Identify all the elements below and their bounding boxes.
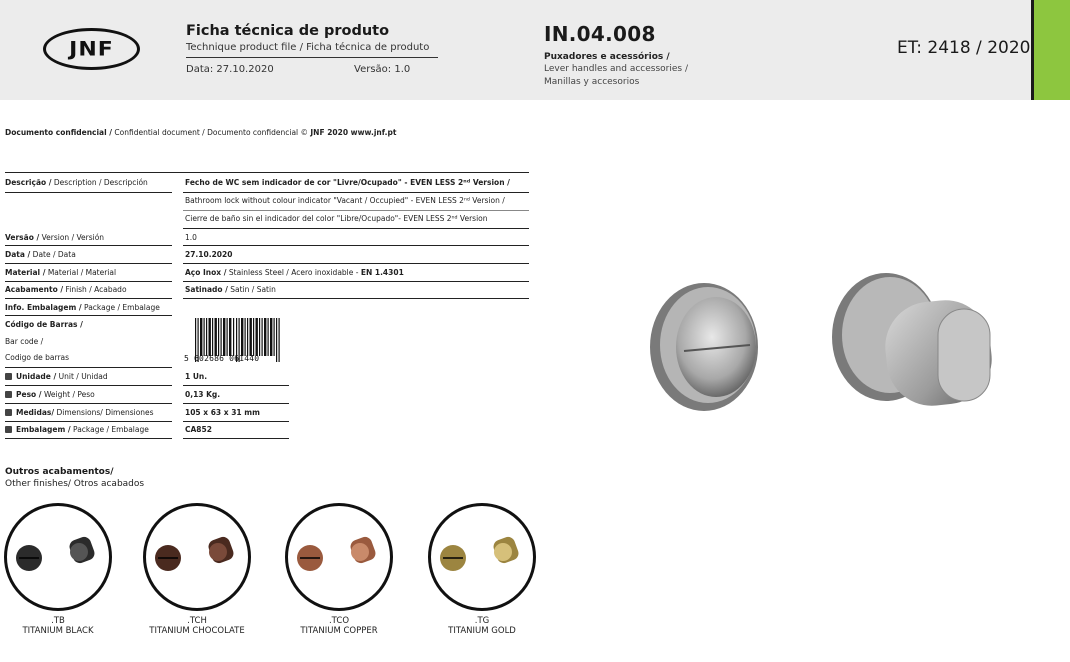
value-acabamento: Satinado / Satin / Satin xyxy=(185,285,276,294)
category-es: Manillas y accesorios xyxy=(544,77,640,87)
finish-swatch xyxy=(428,503,536,611)
confidential-brand: JNF 2020 www.jnf.pt xyxy=(310,128,397,137)
row-unidade xyxy=(5,368,530,385)
row-versao xyxy=(5,229,530,246)
label-peso: Peso / Weight / Peso xyxy=(5,390,181,399)
value-embalagem: CA852 xyxy=(185,425,212,434)
finish-caption: .TCO TITANIUM COPPER xyxy=(300,616,378,636)
jnf-logo xyxy=(43,28,140,70)
label-data: Data / Date / Data xyxy=(5,250,76,259)
finish-caption: .TB TITANIUM BLACK xyxy=(22,616,94,636)
sheet-title: Ficha técnica de produto xyxy=(186,23,390,39)
confidential-rest: Confidential document / Documento confidencial © xyxy=(112,128,311,137)
label-descricao: Descrição / Description / Descripción xyxy=(5,178,148,187)
row-medidas xyxy=(5,404,530,421)
table-top-rule xyxy=(5,172,529,173)
label-medidas: Medidas/ Dimensions/ Dimensiones xyxy=(5,408,181,417)
finish-swatch xyxy=(4,503,112,611)
value-material: Aço Inox / Stainless Steel / Acero inoxidable - EN 1.4301 xyxy=(185,268,404,277)
row-descricao xyxy=(5,174,530,191)
value-data: 27.10.2020 xyxy=(185,250,233,259)
value-descricao-es: Cierre de baño sin el indicador del color "Libre/Ocupado"- EVEN LESS 2ⁿᵈ Version xyxy=(185,214,488,223)
value-medidas: 105 x 63 x 31 mm xyxy=(185,408,260,417)
title-underline xyxy=(186,57,438,58)
row-descricao-en xyxy=(5,192,530,209)
row-data xyxy=(5,246,530,263)
label-embalagem-info: Info. Embalagem / Package / Embalage xyxy=(5,303,160,312)
confidential-pt: Documento confidencial / xyxy=(5,128,113,137)
row-descricao-es xyxy=(5,210,530,227)
box-icon xyxy=(5,426,12,433)
accent-bar xyxy=(1034,0,1070,100)
lock-finish-image xyxy=(146,506,251,611)
lock-finish-image xyxy=(431,506,536,611)
category-en: Lever handles and accessories / xyxy=(544,64,688,74)
other-finishes-subtitle: Other finishes/ Otros acabados xyxy=(5,479,145,489)
other-finishes-title: Outros acabamentos/ xyxy=(5,467,114,477)
lock-finish-image xyxy=(288,506,393,611)
label-versao: Versão / Version / Versión xyxy=(5,233,105,242)
sheet-date: Data: 27.10.2020 xyxy=(186,64,274,75)
et-reference: ET: 2418 / 2020 xyxy=(897,38,1031,58)
product-code: IN.04.008 xyxy=(544,22,656,46)
label-embalagem: Embalagem / Package / Embalage xyxy=(5,425,181,434)
value-versao: 1.0 xyxy=(185,233,197,242)
row-peso xyxy=(5,386,530,403)
finish-swatch xyxy=(143,503,251,611)
label-acabamento: Acabamento / Finish / Acabado xyxy=(5,285,127,294)
finish-swatch xyxy=(285,503,393,611)
box-icon xyxy=(5,373,12,380)
sheet-version: Versão: 1.0 xyxy=(354,64,411,75)
row-material xyxy=(5,264,530,281)
rule xyxy=(5,438,172,439)
product-image xyxy=(646,265,996,425)
label-material: Material / Material / Material xyxy=(5,268,117,277)
category-pt: Puxadores e acessórios / xyxy=(544,52,670,62)
box-icon xyxy=(5,409,12,416)
finish-caption: .TG TITANIUM GOLD xyxy=(448,616,516,636)
barcode-number: 5 602686 061440 xyxy=(184,354,260,363)
sheet-subtitle: Technique product file / Ficha técnica de produto xyxy=(186,42,430,53)
value-descricao-en: Bathroom lock without colour indicator "Vacant / Occupied" - EVEN LESS 2ⁿᵈ Version / xyxy=(185,196,505,205)
value-peso: 0,13 Kg. xyxy=(185,390,221,399)
confidential-note xyxy=(5,128,396,137)
rule xyxy=(183,438,289,439)
row-embalagem xyxy=(5,421,530,438)
label-barcode-en: Bar code / xyxy=(5,337,44,346)
finish-caption: .TCH TITANIUM CHOCOLATE xyxy=(149,616,245,636)
box-icon xyxy=(5,391,12,398)
row-acabamento xyxy=(5,281,530,298)
label-barcode-es: Codigo de barras xyxy=(5,353,70,362)
value-unidade: 1 Un. xyxy=(185,372,208,381)
lock-finish-image xyxy=(7,506,112,611)
logo-text: JNF xyxy=(69,37,114,61)
label-unidade: Unidade / Unit / Unidad xyxy=(5,372,181,381)
value-descricao-pt: Fecho de WC sem indicador de cor "Livre/Ocupado" - EVEN LESS 2ⁿᵈ Version / xyxy=(185,178,510,187)
label-barcode: Código de Barras / xyxy=(5,320,83,329)
row-embalagem-info xyxy=(5,299,530,316)
